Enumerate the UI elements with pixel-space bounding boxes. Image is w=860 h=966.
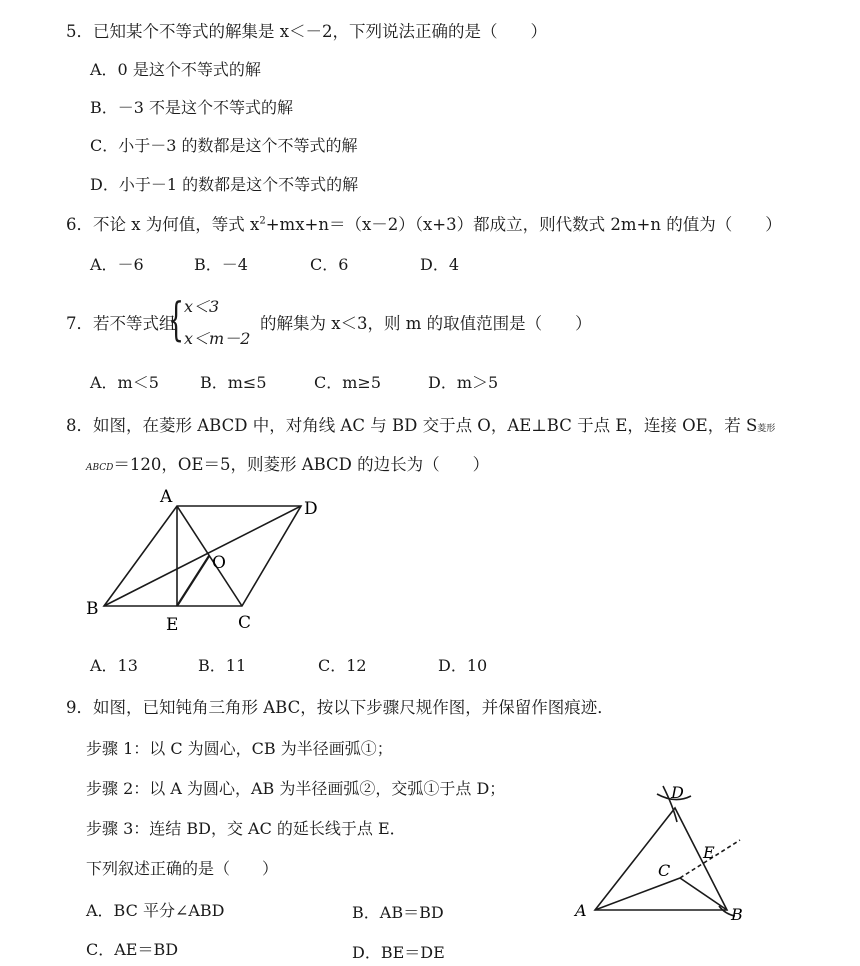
question-9-step-3: 步骤 3：连结 BD，交 AC 的延长线于点 E． bbox=[86, 819, 406, 838]
rhombus-figure bbox=[80, 482, 340, 637]
system-brace: { bbox=[168, 292, 185, 346]
question-9-stem: 9．如图，已知钝角三角形 ABC，按以下步骤尺规作图，并保留作图痕迹． bbox=[66, 698, 614, 717]
point-label-e: E bbox=[166, 615, 179, 635]
question-9-ask: 下列叙述正确的是（ ） bbox=[86, 859, 279, 878]
question-7-option-d: D．m＞5 bbox=[428, 373, 499, 392]
question-8-option-d: D．10 bbox=[438, 656, 488, 675]
question-5-option-a: A．0 是这个不等式的解 bbox=[90, 60, 261, 79]
inequality-line-1: x＜3 bbox=[184, 297, 220, 316]
question-7-prefix: 7．若不等式组 bbox=[66, 314, 176, 333]
point-label-d: D bbox=[304, 499, 318, 519]
question-6-option-c: C．6 bbox=[310, 255, 349, 274]
question-6-option-a: A．－6 bbox=[90, 255, 144, 274]
question-7-option-b: B．m≤5 bbox=[200, 373, 267, 392]
question-7-option-a: A．m＜5 bbox=[90, 373, 159, 392]
question-8-option-a: A．13 bbox=[90, 656, 138, 675]
question-9-option-b: B．AB＝BD bbox=[352, 903, 444, 922]
point-label-b: B bbox=[731, 905, 743, 924]
question-9-step-2: 步骤 2：以 A 为圆心，AB 为半径画弧②，交弧①于点 D； bbox=[86, 779, 506, 798]
inequality-line-2: x＜m－2 bbox=[184, 329, 251, 348]
question-9-option-d: D．BE＝DE bbox=[352, 943, 445, 962]
question-5-option-b: B．－3 不是这个不等式的解 bbox=[90, 98, 294, 117]
question-6-stem bbox=[66, 211, 782, 235]
area-subscript-abcd: ABCD bbox=[86, 463, 114, 473]
point-label-e: E bbox=[703, 843, 715, 862]
question-7-option-c: C．m≥5 bbox=[314, 373, 382, 392]
question-5-stem: 5．已知某个不等式的解集是 x＜－2，下列说法正确的是（ ） bbox=[66, 22, 548, 41]
segment-cb bbox=[680, 878, 727, 910]
point-label-c: C bbox=[238, 613, 252, 633]
question-6-option-d: D．4 bbox=[420, 255, 460, 274]
question-8-line-1 bbox=[66, 412, 775, 436]
question-6-stem-prefix: 6．不论 x 为何值，等式 x bbox=[66, 215, 260, 234]
point-label-b: B bbox=[86, 599, 99, 619]
question-5-option-d: D．小于－1 的数都是这个不等式的解 bbox=[90, 175, 359, 194]
question-9-option-a: A．BC 平分∠ABD bbox=[86, 901, 225, 920]
question-8-text: 8．如图，在菱形 ABCD 中，对角线 AC 与 BD 交于点 O，AE⊥BC 于点 E，连接 OE，若 S bbox=[66, 416, 758, 435]
question-8-text-2: ＝120，OE＝5，则菱形 ABCD 的边长为（ ） bbox=[113, 455, 490, 474]
point-label-o: O bbox=[212, 553, 226, 573]
question-6-exponent: 2 bbox=[259, 215, 266, 227]
point-label-a: A bbox=[160, 487, 173, 507]
question-8-option-c: C．12 bbox=[318, 656, 367, 675]
question-9-step-1: 步骤 1：以 C 为圆心，CB 为半径画弧①； bbox=[86, 739, 393, 758]
question-8-line-2 bbox=[86, 451, 489, 475]
question-9-option-c: C．AE＝BD bbox=[86, 940, 179, 959]
segment-oe bbox=[177, 556, 209, 606]
point-label-d: D bbox=[671, 783, 684, 802]
construction-figure bbox=[565, 778, 765, 928]
question-7-suffix: 的解集为 x＜3，则 m 的取值范围是（ ） bbox=[260, 314, 592, 333]
question-8-option-b: B．11 bbox=[198, 656, 247, 675]
area-subscript-rhombus: 菱形 bbox=[757, 424, 776, 434]
point-label-c: C bbox=[658, 861, 671, 880]
question-6-option-b: B．－4 bbox=[194, 255, 248, 274]
question-6-stem-suffix: +mx+n＝（x－2）（x+3）都成立，则代数式 2m+n 的值为（ ） bbox=[265, 215, 782, 234]
question-5-option-c: C．小于－3 的数都是这个不等式的解 bbox=[90, 136, 358, 155]
point-label-a: A bbox=[575, 901, 587, 920]
